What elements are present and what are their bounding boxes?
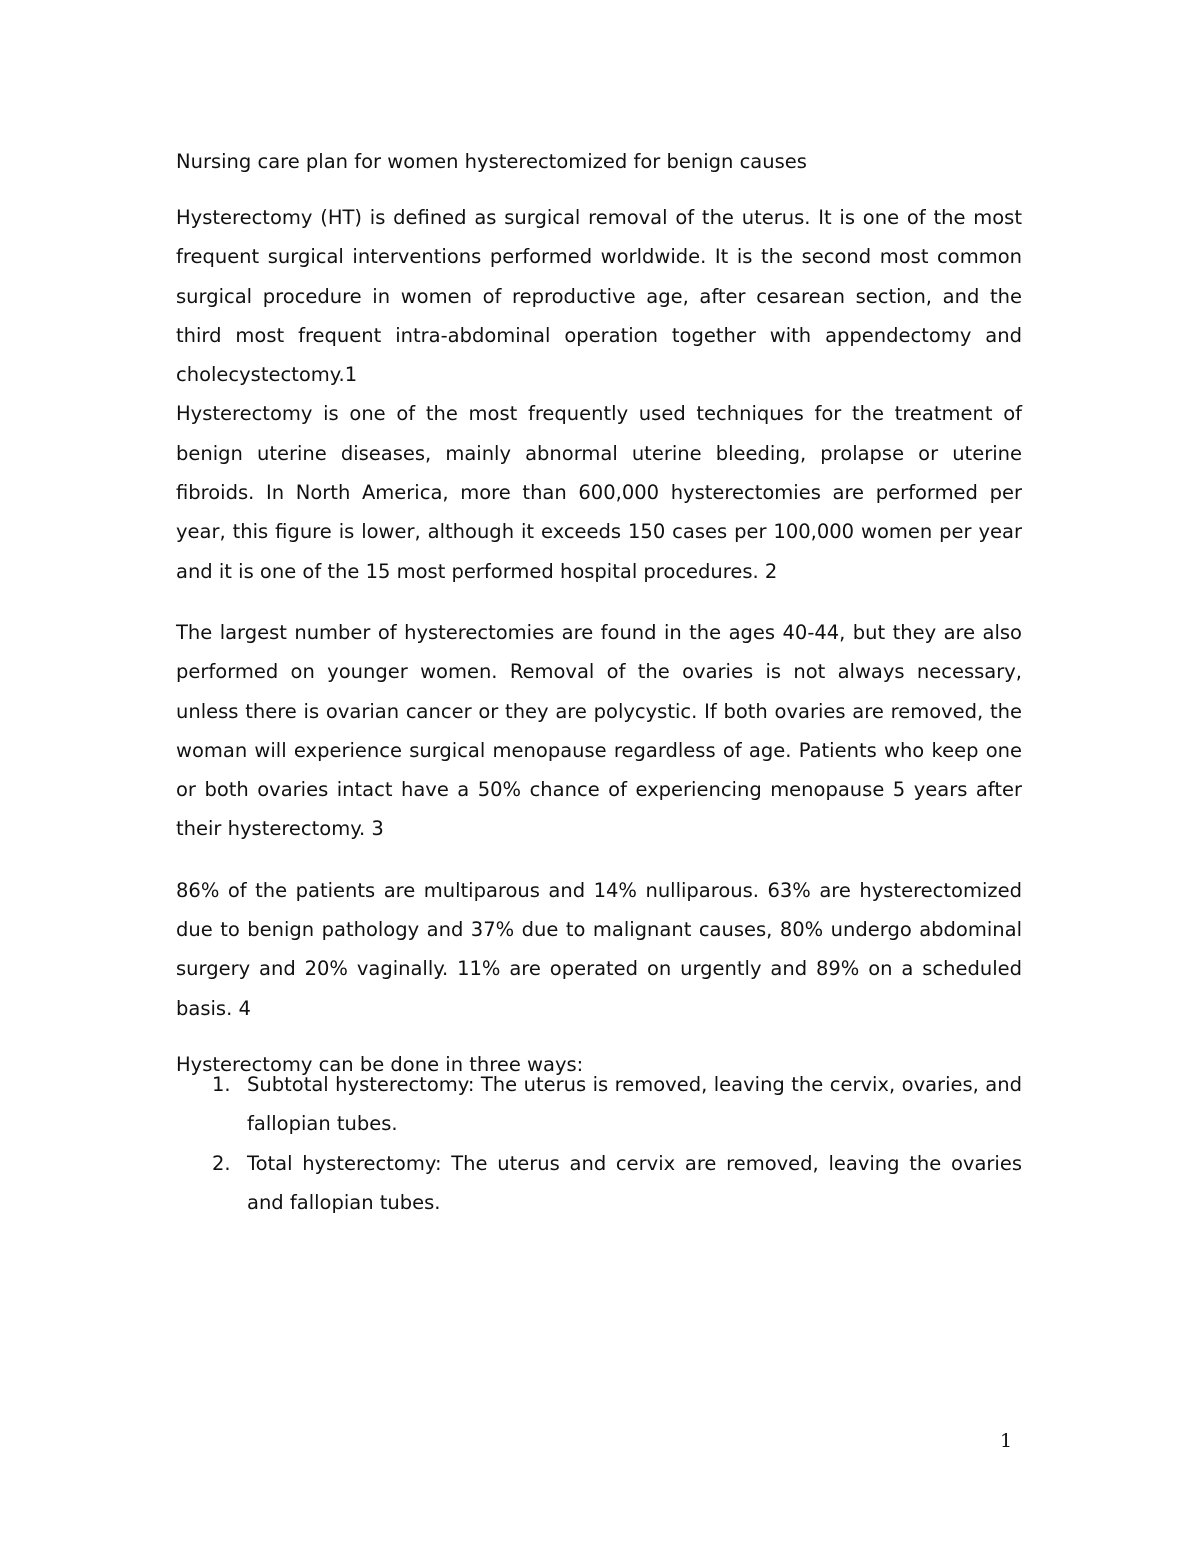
document-body [176,142,1022,1222]
paragraph-statistics: 86% of the patients are multiparous and 14% nulliparous. 63% are hysterectomized due to benign pathology and 37% due to malignant causes, 80% undergo abdominal surgery and 20% vaginally. 11% are operated on urgently and 89% on a scheduled basis. 4 [176,878,1022,1020]
list-intro: Hysterectomy can be done in three ways: [176,1052,584,1076]
paragraph-age-ovaries: The largest number of hysterectomies are found in the ages 40-44, but they are also performed on younger women. Removal of the ovaries is not always necessary, unless there is ovarian cancer or they are polycystic. If both ovaries are removed, the woman will experience surgical menopause regardless of age. Patients who keep one or both ovaries intact have a 50% chance of experiencing menopause 5 years after their hysterectomy. 3 [176,620,1022,841]
list-item [176,1144,1022,1223]
paragraph-definition: Hysterectomy (HT) is defined as surgical removal of the uterus. It is one of the most frequent surgical interventions performed worldwide. It is the second most common surgical procedure in women of reproductive age, after cesarean section, and the third most frequent intra-abdominal operation together with appendectomy and cholecystectomy.1 [176,206,1022,387]
list-item-text: Subtotal hysterectomy: The uterus is removed, leaving the cervix, ovaries, and fallopian tubes. [247,1072,1022,1136]
list-item [176,1065,1022,1144]
list-item-number: 2. [212,1151,231,1175]
page-number: 1 [1000,1430,1013,1452]
list-item-number: 1. [212,1072,231,1096]
document-title: Nursing care plan for women hysterectomized for benign causes [176,150,807,173]
hysterectomy-types-list [176,1065,1022,1222]
list-item-text: Total hysterectomy: The uterus and cervix are removed, leaving the ovaries and fallopian tubes. [247,1151,1022,1214]
paragraph-benign-treatment: Hysterectomy is one of the most frequently used techniques for the treatment of benign uterine diseases, mainly abnormal uterine bleeding, prolapse or uterine fibroids. In North America, more than 600,000 hysterectomies are performed per year, this figure is lower, although it exceeds 150 cases per 100,000 women per year and it is one of the 15 most performed hospital procedures. 2 [176,402,1022,583]
